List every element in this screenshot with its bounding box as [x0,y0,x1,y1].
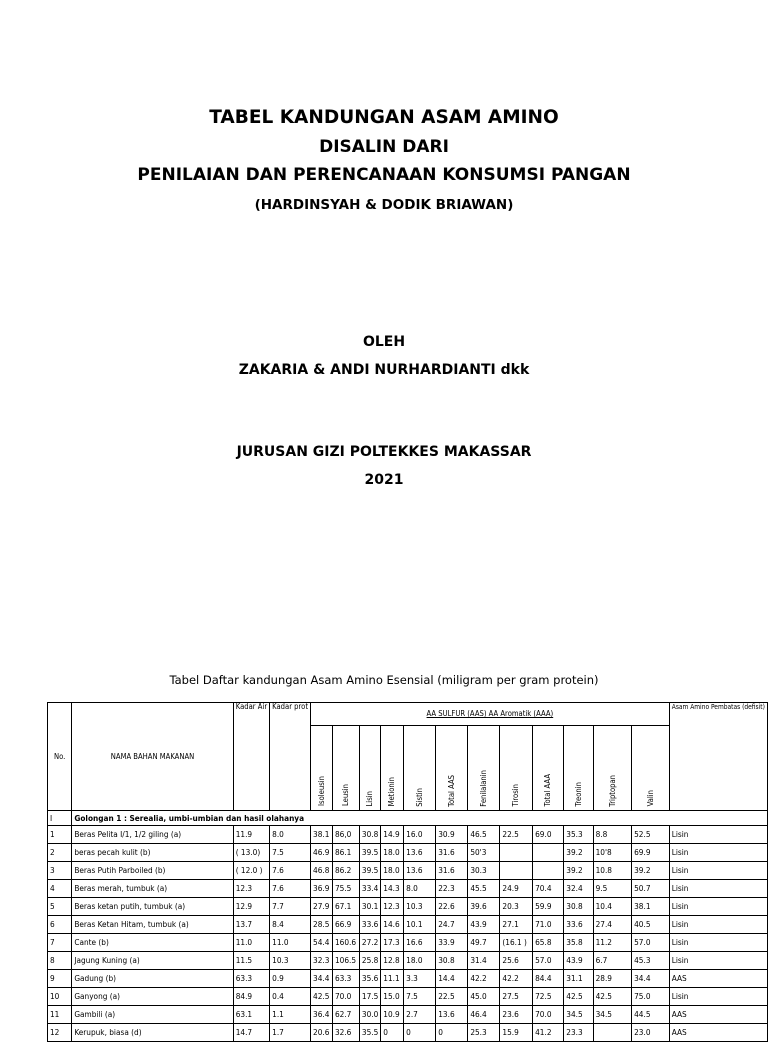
cell-value: 33.6 [359,916,380,934]
cell-value: 25.6 [500,952,533,970]
cell-kadar-prot: 1.1 [270,1006,311,1024]
cell-value: 33.9 [436,934,468,952]
cell-value [533,844,564,862]
cell-value: 57.0 [533,952,564,970]
header-sistin: Sistin [404,726,436,811]
cell-value: 0 [436,1024,468,1042]
cell-value: 42.5 [593,988,632,1006]
cell-value: 25.3 [468,1024,500,1042]
cell-asam-pembatas: Lisin [669,826,767,844]
cell-no: 12 [48,1024,72,1042]
cell-kadar-air: 13.7 [233,916,269,934]
cell-nama: Beras ketan putih, tumbuk (a) [72,898,233,916]
cell-no: 2 [48,844,72,862]
cell-value: 34.5 [564,1006,593,1024]
table-row [48,880,768,898]
cell-kadar-air: ( 13.0) [233,844,269,862]
cell-value: 10'8 [593,844,632,862]
cell-value: 18.0 [381,844,404,862]
table-row [48,916,768,934]
cell-value: 2.7 [404,1006,436,1024]
table-row [48,1006,768,1024]
cell-value: 9.5 [593,880,632,898]
doc-subtitle-2: PENILAIAN DAN PERENCANAAN KONSUMSI PANGAN [137,165,631,185]
cell-kadar-air: 12.3 [233,880,269,898]
cell-value: 75.0 [632,988,670,1006]
cell-kadar-prot: 10.3 [270,952,311,970]
cell-nama: Gadung (b) [72,970,233,988]
cell-value: 23.0 [632,1024,670,1042]
cell-value: 30.8 [564,898,593,916]
cell-value: 20.6 [311,1024,333,1042]
cell-value: 34.4 [632,970,670,988]
table-row [48,988,768,1006]
cell-value: 86.1 [332,844,359,862]
cell-value: 75.5 [332,880,359,898]
cell-nama: Kerupuk, biasa (d) [72,1024,233,1042]
cell-asam-pembatas: Lisin [669,988,767,1006]
cell-value: 62.7 [332,1006,359,1024]
cell-value: 46.4 [468,1006,500,1024]
cell-kadar-air: 12.9 [233,898,269,916]
cell-value: 15.0 [381,988,404,1006]
cell-value [593,1024,632,1042]
cell-value: 10.8 [593,862,632,880]
cell-value: 70.0 [332,988,359,1006]
cell-no: 5 [48,898,72,916]
cell-no: 4 [48,880,72,898]
cell-kadar-prot: 0.4 [270,988,311,1006]
cell-value: 22.3 [436,880,468,898]
header-aa-group: AA SULFUR (AAS) AA Aromatik (AAA) [311,703,670,726]
header-leusin: Leusin [332,726,359,811]
cell-value: 72.5 [533,988,564,1006]
cell-value: 52.5 [632,826,670,844]
cell-value: 32.6 [332,1024,359,1042]
cell-value: 69.9 [632,844,670,862]
cell-value: 23.6 [500,1006,533,1024]
cell-kadar-air: 63.3 [233,970,269,988]
table-body [48,811,768,1042]
cell-value: 35.6 [359,970,380,988]
cell-kadar-air: 11.9 [233,826,269,844]
cell-kadar-air: 11.5 [233,952,269,970]
cell-value: 39.5 [359,844,380,862]
cell-value: 49.7 [468,934,500,952]
table-row [48,898,768,916]
header-no: No. [48,703,72,811]
cell-value: 41.2 [533,1024,564,1042]
cell-value: 14.6 [381,916,404,934]
cell-no: 7 [48,934,72,952]
cell-value: 16.0 [404,826,436,844]
cell-asam-pembatas: AAS [669,970,767,988]
cell-value: 16.6 [404,934,436,952]
table-row [48,1024,768,1042]
cell-value: 10.3 [404,898,436,916]
cell-kadar-prot: 7.6 [270,880,311,898]
header-tirosin: Tirosin [500,726,533,811]
cell-kadar-prot: 11.0 [270,934,311,952]
cell-value: 42.5 [311,988,333,1006]
cell-value: 36.4 [311,1006,333,1024]
cell-no: 11 [48,1006,72,1024]
cell-value: 43.9 [564,952,593,970]
doc-title: TABEL KANDUNGAN ASAM AMINO [209,107,559,128]
cell-kadar-prot: 8.0 [270,826,311,844]
cell-value: 31.6 [436,862,468,880]
table-row [48,862,768,880]
cell-value: 36.9 [311,880,333,898]
cell-value: 39.6 [468,898,500,916]
header-fenilalanin: Fenilalanin [468,726,500,811]
cell-value: 33.4 [359,880,380,898]
cell-value: 65.8 [533,934,564,952]
table-row [48,826,768,844]
cell-kadar-prot: 7.7 [270,898,311,916]
table-row [48,844,768,862]
cell-value: 31.1 [564,970,593,988]
cell-nama: Cante (b) [72,934,233,952]
cell-value: 22.5 [500,826,533,844]
cell-value: 18.0 [381,862,404,880]
cell-value: 22.6 [436,898,468,916]
cell-value: 84.4 [533,970,564,988]
header-nama: NAMA BAHAN MAKANAN [72,703,233,811]
source-authors: (HARDINSYAH & DODIK BRIAWAN) [254,197,514,213]
cell-kadar-air: 84.9 [233,988,269,1006]
header-metionin: Metionin [381,726,404,811]
cell-kadar-prot: 1.7 [270,1024,311,1042]
cell-value: 28.9 [593,970,632,988]
cell-value: 42.2 [500,970,533,988]
cell-value: 0 [381,1024,404,1042]
cell-kadar-air: 14.7 [233,1024,269,1042]
cell-asam-pembatas: Lisin [669,898,767,916]
cell-value: 42.2 [468,970,500,988]
cell-value: 69.0 [533,826,564,844]
cell-value: 45.0 [468,988,500,1006]
cell-value: 10.4 [593,898,632,916]
cell-value: 11.1 [381,970,404,988]
cell-no: 3 [48,862,72,880]
cell-no: 10 [48,988,72,1006]
compiler-names: ZAKARIA & ANDI NURHARDIANTI dkk [238,362,530,378]
cell-value: 24.9 [500,880,533,898]
cell-value: 27.1 [500,916,533,934]
cell-value: 6.7 [593,952,632,970]
cell-value: 32.4 [564,880,593,898]
year: 2021 [364,472,404,488]
cell-value: 27.4 [593,916,632,934]
header-kadar-air: Kadar Air [233,703,269,811]
cell-value: 10.9 [381,1006,404,1024]
cell-asam-pembatas: Lisin [669,916,767,934]
cell-value: 35.8 [564,934,593,952]
cell-value: 39.2 [632,862,670,880]
cell-value: 38.1 [632,898,670,916]
cell-nama: Beras Ketan Hitam, tumbuk (a) [72,916,233,934]
cell-nama: Ganyong (a) [72,988,233,1006]
cell-value: 25.8 [359,952,380,970]
cell-nama: Jagung Kuning (a) [72,952,233,970]
cell-no: 1 [48,826,72,844]
cell-asam-pembatas: Lisin [669,880,767,898]
cell-value: 24.7 [436,916,468,934]
cell-value: 7.5 [404,988,436,1006]
cell-kadar-air: 63.1 [233,1006,269,1024]
cell-value [500,862,533,880]
cell-value: 63.3 [332,970,359,988]
cell-value: 106.5 [332,952,359,970]
cell-kadar-prot: 8.4 [270,916,311,934]
table-row [48,934,768,952]
cell-value: 44.5 [632,1006,670,1024]
cell-value: 13.6 [404,862,436,880]
cell-value: 30.0 [359,1006,380,1024]
cell-kadar-air: 11.0 [233,934,269,952]
header-lisin: Lisin [359,726,380,811]
header-total-aaa: Total AAA [533,726,564,811]
group-label: Golongan 1 : Serealia, umbi-umbian dan hasil olahanya [72,811,768,826]
cell-value: 27.5 [500,988,533,1006]
cell-value: 30.8 [359,826,380,844]
cell-asam-pembatas: Lisin [669,844,767,862]
cell-value: 38.1 [311,826,333,844]
cell-value: 45.3 [632,952,670,970]
cell-no: 6 [48,916,72,934]
cell-value: 34.4 [311,970,333,988]
amino-acid-table [47,702,768,1042]
cell-value: 35.5 [359,1024,380,1042]
cell-nama: Beras merah, tumbuk (a) [72,880,233,898]
cell-value: 17.5 [359,988,380,1006]
cell-value: 86.2 [332,862,359,880]
cell-value: 59.9 [533,898,564,916]
header-triptopan: Triptopan [593,726,632,811]
cell-value: 71.0 [533,916,564,934]
cell-value: 13.6 [436,1006,468,1024]
cell-kadar-prot: 0.9 [270,970,311,988]
cell-no: 8 [48,952,72,970]
cell-value: 31.4 [468,952,500,970]
cell-asam-pembatas: Lisin [669,934,767,952]
cell-value: 57.0 [632,934,670,952]
cell-value: 8.0 [404,880,436,898]
cell-kadar-prot: 7.5 [270,844,311,862]
cell-value: 30.9 [436,826,468,844]
cell-value: 30.3 [468,862,500,880]
cell-value: 86,0 [332,826,359,844]
cell-value: 20.3 [500,898,533,916]
cell-value: 39.2 [564,862,593,880]
cell-value: (16.1 ) [500,934,533,952]
cell-value: 32.3 [311,952,333,970]
cell-value: 160.6 [332,934,359,952]
cell-value: 33.6 [564,916,593,934]
cell-value: 66.9 [332,916,359,934]
doc-subtitle-1: DISALIN DARI [319,137,449,157]
header-treonin: Treonin [564,726,593,811]
cell-asam-pembatas: Lisin [669,952,767,970]
cell-value: 18.0 [404,952,436,970]
header-valin: Valin [632,726,670,811]
table-row [48,952,768,970]
cell-value: 35.3 [564,826,593,844]
cell-value: 15.9 [500,1024,533,1042]
cell-value: 11.2 [593,934,632,952]
cell-value: 50'3 [468,844,500,862]
cell-no: 9 [48,970,72,988]
cell-value: 10.1 [404,916,436,934]
cell-value: 34.5 [593,1006,632,1024]
cell-value: 0 [404,1024,436,1042]
cell-value: 22.5 [436,988,468,1006]
table-row [48,970,768,988]
cell-value: 31.6 [436,844,468,862]
cell-value: 54.4 [311,934,333,952]
cell-value: 46.5 [468,826,500,844]
cell-nama: Beras Pelita I/1, 1/2 giling (a) [72,826,233,844]
oleh-label: OLEH [362,334,406,350]
cell-asam-pembatas: Lisin [669,862,767,880]
cell-value [533,862,564,880]
cell-nama: Beras Putih Parboiled (b) [72,862,233,880]
cell-value: 27.2 [359,934,380,952]
cell-nama: beras pecah kulit (b) [72,844,233,862]
cell-value: 43.9 [468,916,500,934]
group-number: I [48,811,72,826]
cell-value: 8.8 [593,826,632,844]
cell-nama: Gambili (a) [72,1006,233,1024]
header-isoleusin: Isoleusin [311,726,333,811]
cell-value: 14.3 [381,880,404,898]
cell-value: 50.7 [632,880,670,898]
cell-asam-pembatas: AAS [669,1024,767,1042]
cell-value: 46.8 [311,862,333,880]
cell-value: 67.1 [332,898,359,916]
cell-value: 23.3 [564,1024,593,1042]
cell-value: 27.9 [311,898,333,916]
cell-value: 42.5 [564,988,593,1006]
cell-value: 28.5 [311,916,333,934]
cell-value: 46.9 [311,844,333,862]
group-row [48,811,768,826]
cell-kadar-prot: 7.6 [270,862,311,880]
cell-value: 39.5 [359,862,380,880]
cell-value: 13.6 [404,844,436,862]
header-kadar-prot: Kadar prot [270,703,311,811]
cell-asam-pembatas: AAS [669,1006,767,1024]
cell-value: 14.4 [436,970,468,988]
institution: JURUSAN GIZI POLTEKKES MAKASSAR [236,444,532,460]
cell-value: 3.3 [404,970,436,988]
header-asam-pembatas: Asam Amino Pembatas (defisit) [669,703,767,811]
table-caption: Tabel Daftar kandungan Asam Amino Esensial (miligram per gram protein) [169,673,599,687]
cell-value: 17.3 [381,934,404,952]
cell-value [500,844,533,862]
cell-value: 70.0 [533,1006,564,1024]
cell-value: 40.5 [632,916,670,934]
cell-value: 39.2 [564,844,593,862]
cell-value: 45.5 [468,880,500,898]
cell-value: 30.8 [436,952,468,970]
cell-value: 14.9 [381,826,404,844]
cell-kadar-air: ( 12.0 ) [233,862,269,880]
cell-value: 70.4 [533,880,564,898]
header-total-aas: Total AAS [436,726,468,811]
cell-value: 12.8 [381,952,404,970]
cell-value: 30.1 [359,898,380,916]
cell-value: 12.3 [381,898,404,916]
